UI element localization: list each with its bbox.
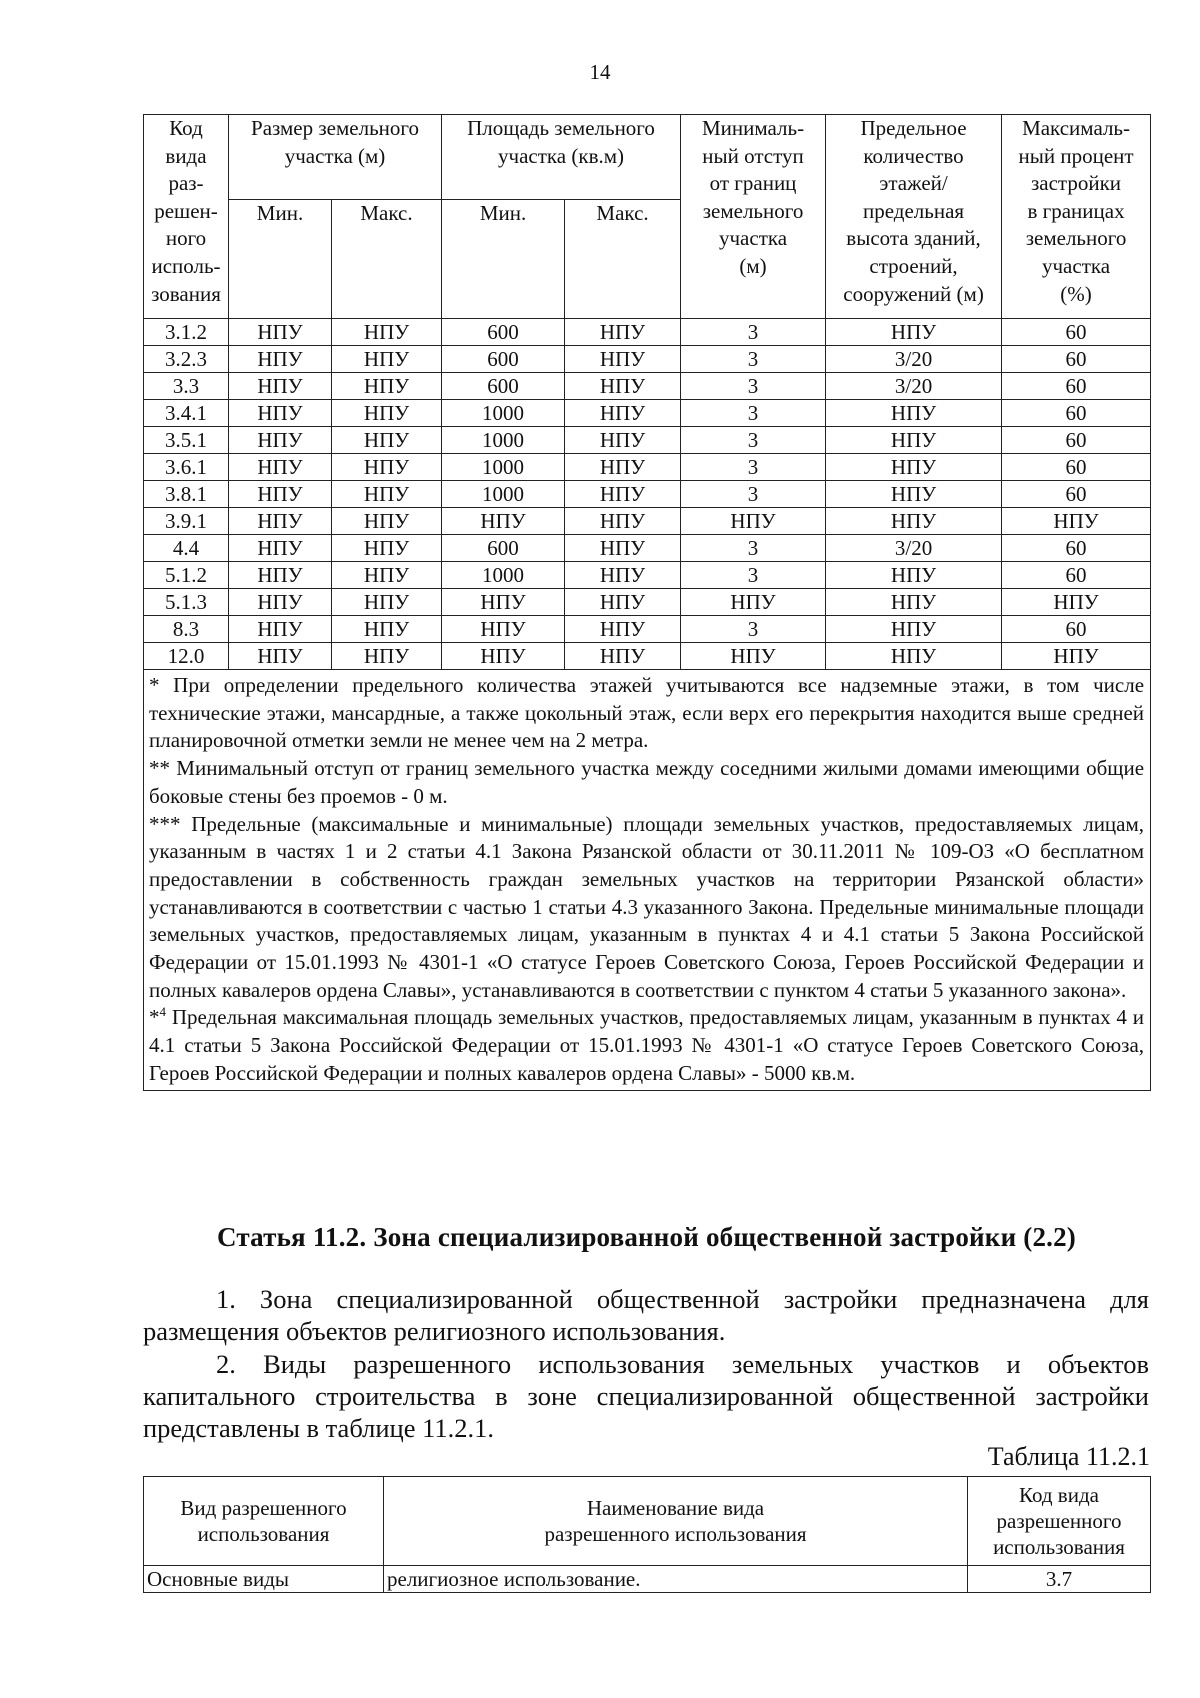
land-parameters-table <box>143 114 1151 1091</box>
cell: 3.6.1 <box>144 454 229 481</box>
header-area-min: Мин. <box>442 200 565 319</box>
table-row <box>144 400 1151 427</box>
cell: 3.8.1 <box>144 481 229 508</box>
cell: 4.4 <box>144 535 229 562</box>
cell: 3.9.1 <box>144 508 229 535</box>
table-row <box>144 481 1151 508</box>
table-row <box>144 346 1151 373</box>
cell: НПУ <box>565 427 681 454</box>
cell: НПУ <box>229 616 332 643</box>
table-row <box>144 535 1151 562</box>
cell: НПУ <box>826 508 1002 535</box>
table-row <box>144 373 1151 400</box>
cell: 600 <box>442 319 565 346</box>
cell: НПУ <box>826 319 1002 346</box>
header-plot-area: Площадь земельного участка (кв.м) <box>442 115 681 200</box>
table-row <box>144 427 1151 454</box>
note-2: ** Минимальный отступ от границ земельного участка между соседними жилыми домами имеющими общие боковые стены без проемов - 0 м. <box>149 756 1145 808</box>
cell: НПУ <box>826 427 1002 454</box>
table-row <box>144 562 1151 589</box>
cell: НПУ <box>826 643 1002 670</box>
note-4 <box>149 1004 1144 1087</box>
cell: НПУ <box>332 589 442 616</box>
cell: НПУ <box>229 562 332 589</box>
cell: НПУ <box>565 643 681 670</box>
header-max-floors: Предельное количество этажей/ предельная высота зданий, строений, сооружений (м) <box>826 115 1002 319</box>
paragraph-2: 2. Виды разрешенного использования земельных участков и объектов капитального строительства в зоне специализированной общественной застройки представлены в таблице 11.2.1. <box>143 1349 1149 1443</box>
cell: 3/20 <box>826 535 1002 562</box>
cell: НПУ <box>332 562 442 589</box>
cell: 60 <box>1002 616 1151 643</box>
cell: НПУ <box>229 481 332 508</box>
cell: 3.3 <box>144 373 229 400</box>
header-size-max: Макс. <box>332 200 442 319</box>
cell: 60 <box>1002 346 1151 373</box>
cell: 3/20 <box>826 346 1002 373</box>
cell: НПУ <box>442 589 565 616</box>
cell: НПУ <box>565 508 681 535</box>
table-row <box>144 319 1151 346</box>
cell: НПУ <box>681 508 826 535</box>
cell: 3.2.3 <box>144 346 229 373</box>
cell: НПУ <box>332 373 442 400</box>
cell: НПУ <box>229 400 332 427</box>
cell: 1000 <box>442 427 565 454</box>
cell: 60 <box>1002 562 1151 589</box>
cell: 600 <box>442 373 565 400</box>
cell: НПУ <box>565 616 681 643</box>
cell: 60 <box>1002 535 1151 562</box>
table2-header-code: Код вида разрешенного использования <box>968 1477 1151 1566</box>
cell: НПУ <box>332 400 442 427</box>
cell: НПУ <box>565 400 681 427</box>
cell: НПУ <box>565 373 681 400</box>
header-min-setback: Минималь- ный отступ от границ земельного участка (м) <box>681 115 826 319</box>
cell: 3.4.1 <box>144 400 229 427</box>
cell: НПУ <box>229 535 332 562</box>
article-title: Статья 11.2. Зона специализированной общественной застройки (2.2) <box>216 1222 1077 1252</box>
cell: НПУ <box>229 427 332 454</box>
note-3: *** Предельные (максимальные и минимальные) площади земельных участков, предоставляемых лицам, указанным в частях 1 и 2 статьи 4.1 Закона Рязанской области от 30.11.2011 № 109-ОЗ «О бесплатном предоставлении в собственность граждан земельных участков на территории Рязанской области» устанавливаются в соответствии с частью 1 статьи 4.3 указанного Закона. Предельные минимальные площади земельных участков, предоставляемых лицам, указанным в пунктах 4 и 4.1 статьи 5 Закона Российской Федерации от 15.01.1993 № 4301-1 «О статусе Героев Советского Союза, Героев Российской Федерации и полных кавалеров ордена Славы», устанавливаются в соответствии с пунктом 4 статьи 5 указанного закона». <box>149 811 1145 1002</box>
cell: НПУ <box>442 643 565 670</box>
cell: 1000 <box>442 562 565 589</box>
cell: НПУ <box>1002 589 1151 616</box>
cell: 60 <box>1002 454 1151 481</box>
table-row <box>144 616 1151 643</box>
header-code: Код вида раз- решен- ного исполь- зования <box>144 115 229 319</box>
note-4-marker: * <box>149 1005 160 1030</box>
table-row <box>144 508 1151 535</box>
cell: 3 <box>681 346 826 373</box>
table-row <box>144 643 1151 670</box>
table-row <box>144 1566 1151 1593</box>
table2-cell-code: 3.7 <box>968 1566 1151 1593</box>
cell: 3 <box>681 373 826 400</box>
cell: 3.1.2 <box>144 319 229 346</box>
cell: 3 <box>681 427 826 454</box>
cell: НПУ <box>229 373 332 400</box>
header-max-coverage: Максималь- ный процент застройки в границах земельного участка (%) <box>1002 115 1151 319</box>
cell: НПУ <box>565 562 681 589</box>
cell: НПУ <box>229 346 332 373</box>
cell: НПУ <box>565 589 681 616</box>
cell: НПУ <box>229 319 332 346</box>
cell: НПУ <box>826 481 1002 508</box>
table2-cell-type: Основные виды <box>144 1566 384 1593</box>
cell: НПУ <box>442 616 565 643</box>
cell: 3 <box>681 535 826 562</box>
table2-header-type: Вид разрешенного использования <box>144 1477 384 1566</box>
cell: НПУ <box>826 562 1002 589</box>
cell: 600 <box>442 535 565 562</box>
paragraph-1: 1. Зона специализированной общественной застройки предназначена для размещения объектов религиозного использования. <box>143 1284 1149 1346</box>
cell: НПУ <box>442 508 565 535</box>
cell: НПУ <box>332 319 442 346</box>
cell: 60 <box>1002 427 1151 454</box>
cell: НПУ <box>565 535 681 562</box>
cell: 1000 <box>442 454 565 481</box>
cell: НПУ <box>229 643 332 670</box>
cell: НПУ <box>1002 643 1151 670</box>
cell: НПУ <box>332 535 442 562</box>
cell: 3 <box>681 481 826 508</box>
cell: НПУ <box>565 346 681 373</box>
cell: 3 <box>681 562 826 589</box>
table2-header-name: Наименование вида разрешенного использования <box>384 1477 968 1566</box>
cell: НПУ <box>332 643 442 670</box>
cell: 60 <box>1002 373 1151 400</box>
cell: НПУ <box>826 589 1002 616</box>
note-4-superscript: 4 <box>159 1004 166 1020</box>
cell: НПУ <box>229 589 332 616</box>
table-row <box>144 589 1151 616</box>
cell: НПУ <box>332 616 442 643</box>
cell: 60 <box>1002 481 1151 508</box>
cell: 600 <box>442 346 565 373</box>
table-row <box>144 454 1151 481</box>
header-area-max: Макс. <box>565 200 681 319</box>
header-plot-size: Размер земельного участка (м) <box>229 115 442 200</box>
cell: НПУ <box>826 454 1002 481</box>
cell: НПУ <box>332 481 442 508</box>
page-number: 14 <box>589 60 611 84</box>
cell: 5.1.2 <box>144 562 229 589</box>
cell: 3.5.1 <box>144 427 229 454</box>
header-size-min: Мин. <box>229 200 332 319</box>
cell: НПУ <box>826 400 1002 427</box>
table2-cell-name: религиозное использование. <box>384 1566 968 1593</box>
cell: НПУ <box>826 616 1002 643</box>
permitted-use-table <box>143 1476 1151 1593</box>
cell: НПУ <box>332 346 442 373</box>
cell: НПУ <box>681 643 826 670</box>
cell: 8.3 <box>144 616 229 643</box>
cell: НПУ <box>229 508 332 535</box>
cell: 12.0 <box>144 643 229 670</box>
cell: 3 <box>681 319 826 346</box>
cell: НПУ <box>229 454 332 481</box>
cell: 60 <box>1002 400 1151 427</box>
note-1: * При определении предельного количества этажей учитываются все надземные этажи, в том числе технические этажи, мансардные, а также цокольный этаж, если верх его перекрытия находится выше средней планировочной отметки земли не менее чем на 2 метра. <box>149 673 1145 753</box>
cell: НПУ <box>332 427 442 454</box>
cell: НПУ <box>332 454 442 481</box>
table-notes <box>144 670 1151 1091</box>
cell: 3 <box>681 454 826 481</box>
cell: НПУ <box>681 589 826 616</box>
cell: 1000 <box>442 481 565 508</box>
cell: НПУ <box>1002 508 1151 535</box>
cell: НПУ <box>565 319 681 346</box>
cell: 5.1.3 <box>144 589 229 616</box>
cell: НПУ <box>332 508 442 535</box>
cell: 3 <box>681 616 826 643</box>
cell: 3/20 <box>826 373 1002 400</box>
cell: НПУ <box>565 481 681 508</box>
cell: 1000 <box>442 400 565 427</box>
cell: НПУ <box>565 454 681 481</box>
cell: 3 <box>681 400 826 427</box>
table-caption: Таблица 11.2.1 <box>987 1442 1150 1471</box>
cell: 60 <box>1002 319 1151 346</box>
note-4-text: Предельная максимальная площадь земельных участков, предоставляемых лицам, указанным в пунктах 4 и 4.1 статьи 5 Закона Российской Федерации от 15.01.1993 № 4301-1 «О статусе Героев Советского Союза, Героев Российской Федерации и полных кавалеров ордена Славы» - 5000 кв.м. <box>149 1005 1145 1085</box>
